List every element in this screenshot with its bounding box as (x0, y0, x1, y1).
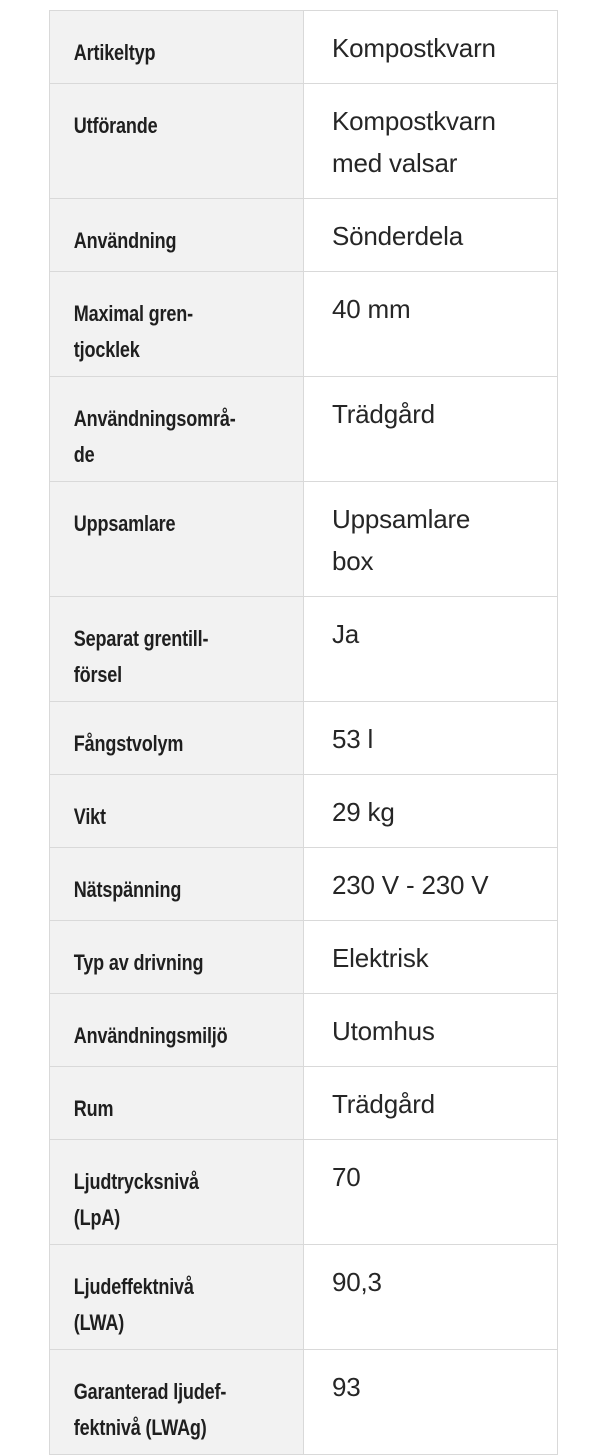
spec-label: Maximal gren- tjocklek (73, 301, 193, 362)
spec-label-cell (50, 848, 304, 921)
spec-row-utforande (50, 84, 558, 199)
spec-row-typ-av-drivning (50, 921, 558, 994)
spec-label-cell (50, 272, 304, 377)
spec-label-cell (50, 377, 304, 482)
spec-value: 29 kg (332, 797, 395, 827)
spec-value: Ja (332, 619, 360, 649)
spec-value-cell (304, 597, 558, 702)
spec-row-maximal-grentjocklek (50, 272, 558, 377)
spec-row-separat-grentillforsel (50, 597, 558, 702)
spec-row-vikt (50, 775, 558, 848)
spec-label: Utförande (73, 113, 158, 138)
spec-label: Garanterad ljudef- fektnivå (LWAg) (73, 1379, 227, 1440)
spec-label-cell (50, 597, 304, 702)
spec-label: Användning (73, 228, 177, 253)
spec-label: Separat grentill- försel (73, 626, 209, 687)
spec-label-cell (50, 1245, 304, 1350)
spec-value: Uppsamlare box (332, 504, 471, 576)
spec-label: Artikeltyp (73, 40, 156, 65)
spec-value: 230 V - 230 V (332, 870, 489, 900)
spec-label: Ljudeffektnivå (LWA) (73, 1274, 194, 1335)
spec-label-cell (50, 11, 304, 84)
spec-value-cell (304, 482, 558, 597)
spec-value: Sönderdela (332, 221, 463, 251)
spec-row-uppsamlare (50, 482, 558, 597)
spec-value-cell (304, 921, 558, 994)
spec-value-cell (304, 199, 558, 272)
spec-value-cell (304, 84, 558, 199)
spec-value-cell (304, 1350, 558, 1455)
spec-row-ljudeffektniva (50, 1245, 558, 1350)
spec-label: Användningsmiljö (73, 1023, 228, 1048)
spec-label-cell (50, 921, 304, 994)
spec-label: Användningsområ- de (73, 406, 236, 467)
spec-value-cell (304, 994, 558, 1067)
spec-label-cell (50, 1140, 304, 1245)
spec-label: Uppsamlare (73, 511, 176, 536)
spec-value: Utomhus (332, 1016, 435, 1046)
spec-value-cell (304, 848, 558, 921)
spec-value: 90,3 (332, 1267, 382, 1297)
spec-value: 93 (332, 1372, 361, 1402)
spec-value-cell (304, 702, 558, 775)
spec-label-cell (50, 1067, 304, 1140)
spec-value-cell (304, 1245, 558, 1350)
spec-label: Ljudtrycksnivå (LpA) (73, 1169, 199, 1230)
spec-label-cell (50, 482, 304, 597)
spec-label: Rum (73, 1096, 114, 1121)
spec-value-cell (304, 1067, 558, 1140)
spec-value-cell (304, 775, 558, 848)
spec-row-anvandningsomrade (50, 377, 558, 482)
product-specification-table (49, 10, 558, 1455)
spec-value: Trädgård (332, 1089, 435, 1119)
spec-label-cell (50, 994, 304, 1067)
spec-label-cell (50, 84, 304, 199)
spec-row-natspanning (50, 848, 558, 921)
spec-label: Typ av drivning (73, 950, 204, 975)
spec-label-cell (50, 199, 304, 272)
spec-table-body (50, 11, 558, 1455)
spec-row-anvandning (50, 199, 558, 272)
spec-value: Kompostkvarn med valsar (332, 106, 496, 178)
spec-row-anvandningsmiljo (50, 994, 558, 1067)
spec-row-garanterad-ljudeffektniva (50, 1350, 558, 1455)
spec-value-cell (304, 377, 558, 482)
spec-value: 53 l (332, 724, 374, 754)
spec-label: Fångstvolym (73, 731, 184, 756)
spec-value: Trädgård (332, 399, 435, 429)
spec-value: Kompostkvarn (332, 33, 496, 63)
spec-value-cell (304, 1140, 558, 1245)
spec-row-artikeltyp (50, 11, 558, 84)
spec-value: 40 mm (332, 294, 411, 324)
spec-label: Vikt (73, 804, 106, 829)
spec-label-cell (50, 1350, 304, 1455)
spec-row-fangstvolym (50, 702, 558, 775)
spec-label: Nätspänning (73, 877, 182, 902)
spec-value-cell (304, 272, 558, 377)
spec-value: Elektrisk (332, 943, 429, 973)
spec-label-cell (50, 775, 304, 848)
spec-row-rum (50, 1067, 558, 1140)
spec-value: 70 (332, 1162, 361, 1192)
spec-row-ljudtrycksniva (50, 1140, 558, 1245)
spec-value-cell (304, 11, 558, 84)
spec-label-cell (50, 702, 304, 775)
